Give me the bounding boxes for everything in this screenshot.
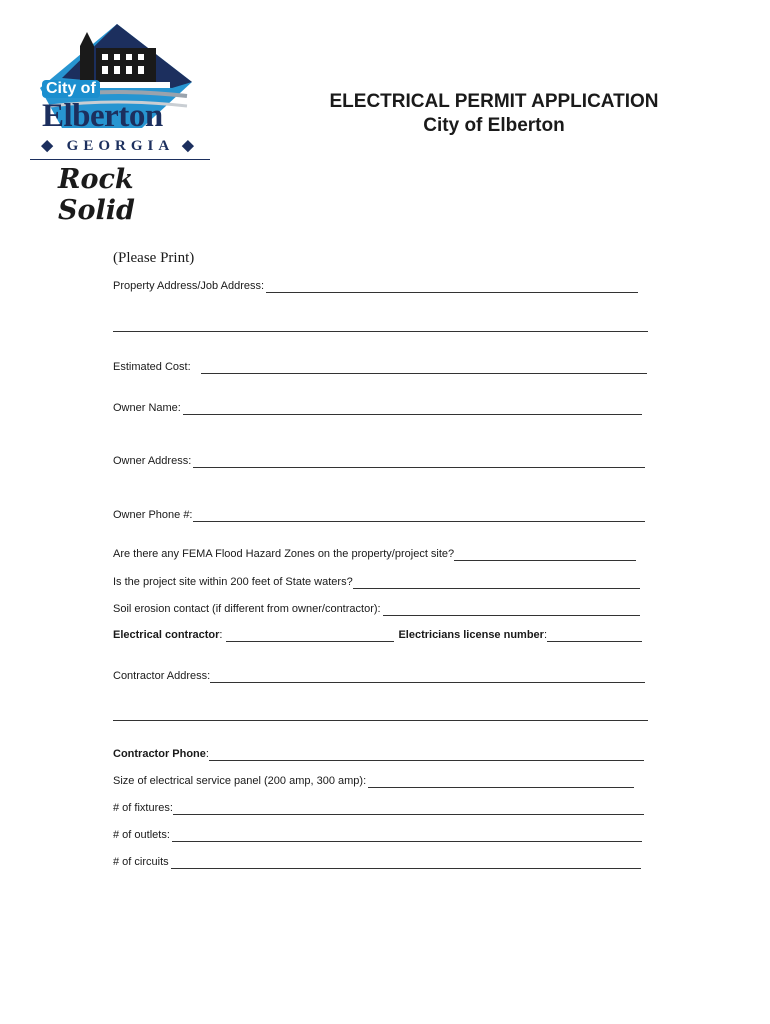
- outlets-label: # of outlets:: [113, 829, 170, 841]
- fema-row: [113, 548, 636, 561]
- soil-erosion-field[interactable]: [383, 604, 640, 616]
- electricians-license-label: Electricians license number: [398, 629, 544, 641]
- print-note: (Please Print): [113, 250, 195, 266]
- contractor-phone-field[interactable]: [209, 749, 644, 761]
- electricians-license-field[interactable]: [547, 630, 642, 642]
- city-logo: [22, 18, 212, 226]
- contractor-phone-row: Contractor Phone :: [113, 748, 644, 761]
- property-address-label: Property Address/Job Address:: [113, 280, 265, 292]
- electrical-contractor-row: Electrical contractor : Electricians license number :: [113, 629, 642, 642]
- contractor-address-field-2[interactable]: [113, 720, 648, 721]
- property-address-row: [113, 280, 638, 293]
- owner-name-label: Owner Name:: [113, 402, 181, 414]
- soil-erosion-row: [113, 603, 640, 616]
- owner-phone-label: Owner Phone #:: [113, 509, 193, 521]
- owner-phone-field[interactable]: [193, 510, 645, 522]
- estimated-cost-field[interactable]: [201, 362, 647, 374]
- fema-label: Are there any FEMA Flood Hazard Zones on the property/project site?: [113, 548, 455, 560]
- service-panel-label: Size of electrical service panel (200 amp, 300 amp):: [113, 775, 367, 787]
- logo-divider: [30, 159, 210, 160]
- logo-tagline: Rock Solid: [58, 164, 135, 226]
- service-panel-field[interactable]: [368, 776, 634, 788]
- circuits-row: [113, 856, 641, 869]
- estimated-cost-label: Estimated Cost:: [113, 361, 191, 373]
- owner-address-field[interactable]: [193, 456, 645, 468]
- contractor-address-label: Contractor Address:: [113, 670, 211, 682]
- outlets-row: [113, 829, 642, 842]
- property-address-field-2[interactable]: [113, 331, 648, 332]
- state-waters-field[interactable]: [353, 577, 640, 589]
- contractor-phone-label: Contractor Phone: [113, 748, 206, 760]
- page-subtitle: City of Elberton: [423, 115, 565, 136]
- service-panel-row: [113, 775, 634, 788]
- outlets-field[interactable]: [172, 830, 642, 842]
- owner-name-field[interactable]: [183, 403, 642, 415]
- fema-field[interactable]: [454, 549, 636, 561]
- circuits-label: # of circuits: [113, 856, 169, 868]
- logo-name: Elberton: [42, 98, 163, 134]
- electrical-contractor-field[interactable]: [226, 630, 394, 642]
- fixtures-row: [113, 802, 644, 815]
- owner-phone-row: [113, 509, 645, 522]
- owner-address-label: Owner Address:: [113, 455, 192, 467]
- state-waters-row: [113, 576, 640, 589]
- page-title: ELECTRICAL PERMIT APPLICATION: [329, 91, 659, 112]
- contractor-address-row: [113, 670, 645, 683]
- fixtures-label: # of fixtures:: [113, 802, 173, 814]
- logo-city-of: City of: [42, 80, 100, 98]
- electrical-contractor-label: Electrical contractor: [113, 629, 220, 641]
- fixtures-field[interactable]: [173, 803, 644, 815]
- logo-state: ◆ GEORGIA ◆: [41, 138, 199, 154]
- contractor-address-field[interactable]: [210, 671, 645, 683]
- owner-name-row: [113, 402, 642, 415]
- state-waters-label: Is the project site within 200 feet of State waters?: [113, 576, 353, 588]
- estimated-cost-row: [113, 361, 647, 374]
- soil-erosion-label: Soil erosion contact (if different from owner/contractor):: [113, 603, 381, 615]
- owner-address-row: [113, 455, 645, 468]
- property-address-field[interactable]: [266, 281, 638, 293]
- circuits-field[interactable]: [171, 857, 641, 869]
